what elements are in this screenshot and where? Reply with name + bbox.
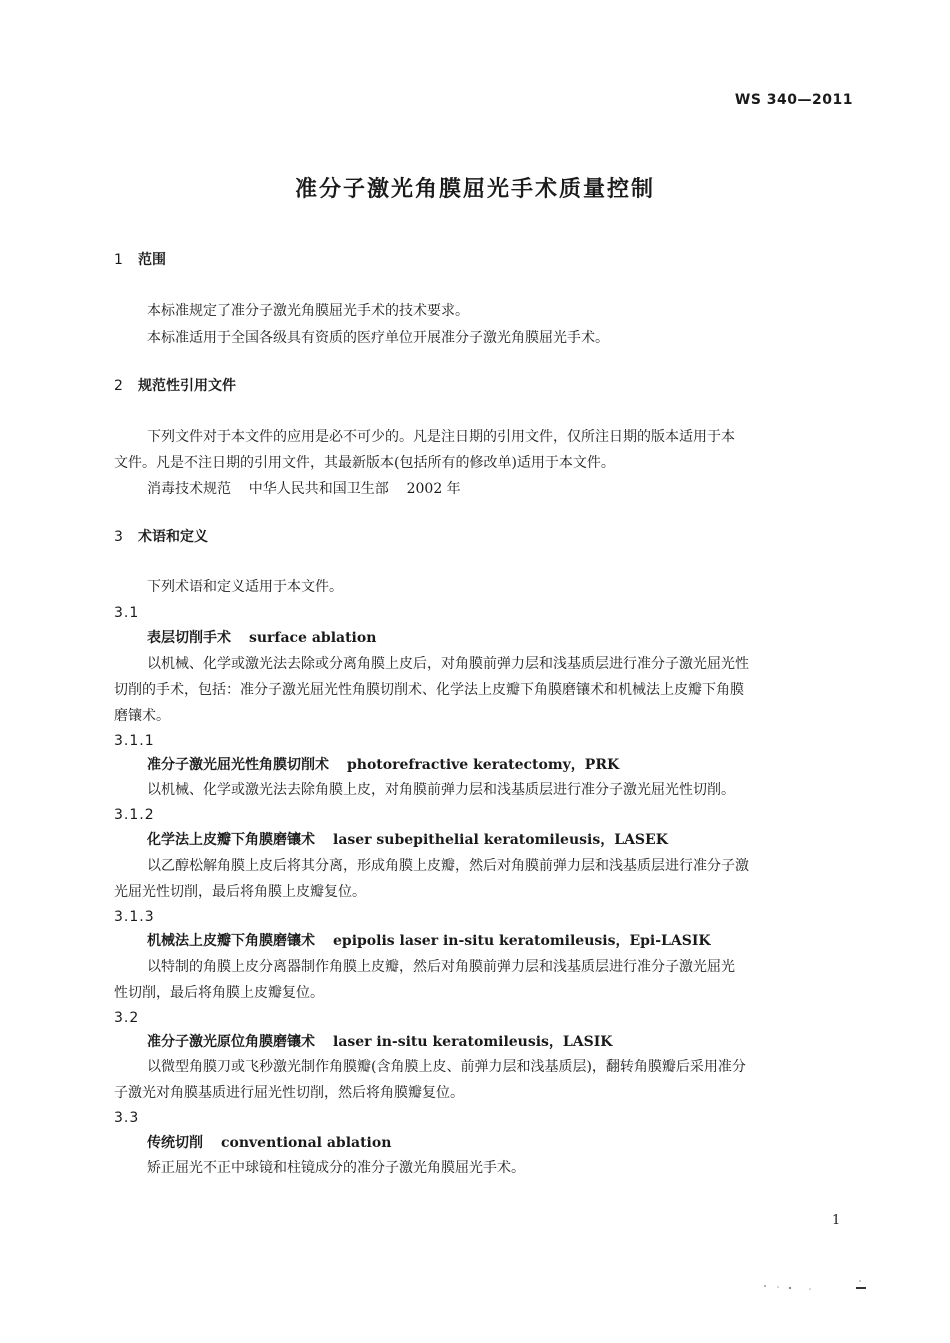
definition-line: 以微型角膜刀或飞秒激光制作角膜瓣(含角膜上皮、前弹力层和浅基质层)，翻转角膜瓣后采用准分: [147, 1059, 746, 1075]
term-entry: [147, 628, 376, 648]
section-number: 1: [114, 252, 123, 268]
document-title: 准分子激光角膜屈光手术质量控制: [294, 177, 655, 202]
term-en: conventional ablation: [221, 1135, 392, 1151]
paragraph: 本标准适用于全国各级具有资质的医疗单位开展准分子激光角膜屈光手术。: [147, 330, 609, 346]
section-title: 规范性引用文件: [138, 378, 236, 394]
term-entry: [147, 830, 668, 850]
section-3-heading: [114, 527, 208, 547]
paragraph: 本标准规定了准分子激光角膜屈光手术的技术要求。: [147, 303, 469, 319]
term-entry: [147, 1133, 391, 1153]
section-number: 2: [114, 378, 123, 394]
definition-line: 磨镶术。: [114, 708, 170, 724]
definition-line: 矫正屈光不正中球镜和柱镜成分的准分子激光角膜屈光手术。: [147, 1160, 525, 1176]
section-1-heading: [114, 250, 166, 270]
clause-number: 3.1.3: [114, 909, 155, 925]
paragraph-line: 下列文件对于本文件的应用是必不可少的。凡是注日期的引用文件，仅所注日期的版本适用于本: [147, 429, 735, 445]
clause-number: 3.1.2: [114, 807, 155, 823]
definition-line: 以特制的角膜上皮分离器制作角膜上皮瓣，然后对角膜前弹力层和浅基质层进行准分子激光屈光: [147, 959, 735, 975]
definition-line: 子激光对角膜基质进行屈光性切削，然后将角膜瓣复位。: [114, 1085, 464, 1101]
paragraph-line: 文件。凡是不注日期的引用文件，其最新版本(包括所有的修改单)适用于本文件。: [114, 455, 615, 471]
term-zh: 机械法上皮瓣下角膜磨镶术: [147, 933, 315, 949]
definition-line: 性切削，最后将角膜上皮瓣复位。: [114, 985, 324, 1001]
standard-number: WS 340—2011: [734, 92, 853, 108]
term-zh: 化学法上皮瓣下角膜磨镶术: [147, 832, 315, 848]
definition-line: 切削的手术，包括：准分子激光屈光性角膜切削术、化学法上皮瓣下角膜磨镶术和机械法上皮瓣下角膜: [114, 682, 744, 698]
section-number: 3: [114, 529, 123, 545]
scan-specks-decoration: [760, 1278, 880, 1298]
term-zh: 表层切削手术: [147, 630, 231, 646]
term-zh: 准分子激光原位角膜磨镶术: [147, 1034, 315, 1050]
term-en: laser in-situ keratomileusis，LASIK: [333, 1034, 613, 1050]
section-title: 术语和定义: [138, 529, 208, 545]
clause-number: 3.2: [114, 1010, 140, 1026]
clause-number: 3.1: [114, 605, 140, 621]
definition-line: 以乙醇松解角膜上皮后将其分离，形成角膜上皮瓣，然后对角膜前弹力层和浅基质层进行准分子激: [147, 858, 749, 874]
term-en: epipolis laser in-situ keratomileusis，Epi-LASIK: [333, 933, 711, 949]
term-en: laser subepithelial keratomileusis，LASEK: [333, 832, 668, 848]
section-2-heading: [114, 376, 236, 396]
term-en: surface ablation: [249, 630, 377, 646]
term-entry: [147, 755, 619, 775]
definition-line: 以机械、化学或激光法去除或分离角膜上皮后，对角膜前弹力层和浅基质层进行准分子激光屈光性: [147, 656, 749, 672]
clause-number: 3.1.1: [114, 733, 155, 749]
term-en: photorefractive keratectomy，PRK: [347, 757, 620, 773]
section-title: 范围: [138, 252, 166, 268]
clause-number: 3.3: [114, 1110, 140, 1126]
paragraph: 下列术语和定义适用于本文件。: [147, 579, 343, 595]
definition-line: 以机械、化学或激光法去除角膜上皮，对角膜前弹力层和浅基质层进行准分子激光屈光性切削。: [147, 782, 735, 798]
term-entry: [147, 931, 711, 951]
definition-line: 光屈光性切削，最后将角膜上皮瓣复位。: [114, 884, 366, 900]
page-number: 1: [832, 1213, 841, 1228]
term-zh: 准分子激光屈光性角膜切削术: [147, 757, 329, 773]
term-zh: 传统切削: [147, 1135, 203, 1151]
term-entry: [147, 1032, 612, 1052]
normative-reference: 消毒技术规范 中华人民共和国卫生部 2002 年: [147, 481, 461, 497]
